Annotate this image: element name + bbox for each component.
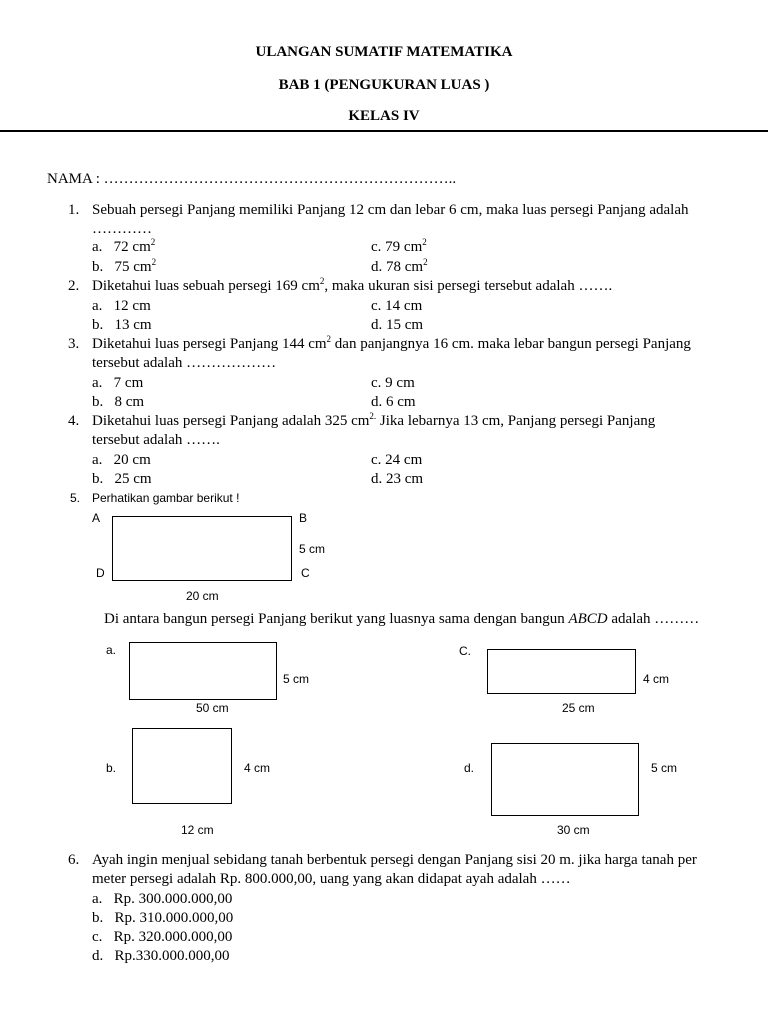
q5-option-b-side: 4 cm xyxy=(244,761,271,775)
q5-option-c-letter: C. xyxy=(459,644,471,658)
q5-option-a-letter: a. xyxy=(106,643,117,657)
q4-option-a: a. 20 cm xyxy=(92,452,151,468)
q5-option-a-bottom: 50 cm xyxy=(196,701,229,715)
document-title: ULANGAN SUMATIF MATEMATIKA xyxy=(255,44,513,60)
figure-label-c: C xyxy=(301,566,310,580)
q2-text: Diketahui luas sebuah persegi 169 $cm^2$, maka ukuran sisi persegi tersebut adalah ……. xyxy=(92,276,613,294)
q1-option-a: a. 72 $cm^2$ xyxy=(92,237,156,255)
q3-number: 3. xyxy=(68,336,80,352)
q6-number: 6. xyxy=(68,852,80,868)
q5-text: Perhatikan gambar berikut ! xyxy=(92,491,240,505)
q3-text-line2: tersebut adalah ……………… xyxy=(92,355,277,371)
name-field: NAMA : …………………………………………………………….. xyxy=(47,171,457,187)
q5-option-b-letter: b. xyxy=(106,761,117,775)
q4-number: 4. xyxy=(68,413,80,429)
q5-option-c-rectangle xyxy=(487,649,636,694)
q5-option-b-rectangle xyxy=(132,728,232,804)
q2-option-b: b. 13 cm xyxy=(92,317,152,333)
q4-option-c: c. 24 cm xyxy=(371,452,423,468)
chapter-title: BAB 1 (PENGUKURAN LUAS ) xyxy=(278,77,490,93)
q1-text-line2: ………… xyxy=(92,221,152,237)
figure-side-label: 5 cm xyxy=(299,542,326,556)
header-rule xyxy=(0,130,768,132)
q5-option-d-bottom: 30 cm xyxy=(557,823,590,837)
q3-text-line1: Diketahui luas persegi Panjang 144 $cm^2$ dan panjangnya 16 cm. maka lebar bangun persegi Panjang xyxy=(92,334,691,352)
figure-bottom-label: 20 cm xyxy=(186,589,219,603)
q2-option-c: c. 14 cm xyxy=(371,298,423,314)
q5-option-b-bottom: 12 cm xyxy=(181,823,214,837)
q5-option-d-letter: d. xyxy=(464,761,475,775)
q2-option-a: a. 12 cm xyxy=(92,298,151,314)
q3-option-c: c. 9 cm xyxy=(371,375,415,391)
q3-option-d: d. 6 cm xyxy=(371,394,416,410)
q5-question: Di antara bangun persegi Panjang berikut yang luasnya sama dengan bangun ABCD adalah ……… xyxy=(104,611,700,627)
q1-option-d: d. 78 $cm^2$ xyxy=(371,257,428,275)
q5-option-a-side: 5 cm xyxy=(283,672,310,686)
q5-option-c-bottom: 25 cm xyxy=(562,701,595,715)
figure-label-b: B xyxy=(299,511,308,525)
q4-option-d: d. 23 cm xyxy=(371,471,424,487)
q5-option-d-rectangle xyxy=(491,743,639,816)
figure-label-d: D xyxy=(96,566,105,580)
q4-text-line1: Diketahui luas persegi Panjang adalah 325 $cm^{2.}$ Jika lebarnya 13 cm, Panjang persegi Panjang xyxy=(92,411,656,429)
q5-number: 5. xyxy=(70,491,81,505)
q1-text-line1: Sebuah persegi Panjang memiliki Panjang 12 cm dan lebar 6 cm, maka luas persegi Panjang adalah xyxy=(92,202,689,218)
q6-option-d: d. Rp.330.000.000,00 xyxy=(92,948,230,964)
figure-rectangle-abcd xyxy=(112,516,292,581)
q2-option-d: d. 15 cm xyxy=(371,317,424,333)
q6-option-a: a. Rp. 300.000.000,00 xyxy=(92,891,233,907)
figure-label-a: A xyxy=(92,511,101,525)
q1-option-b: b. 75 $cm^2$ xyxy=(92,257,157,275)
q6-text-line1: Ayah ingin menjual sebidang tanah berbentuk persegi dengan Panjang sisi 20 m. jika harga tanah per xyxy=(92,852,697,868)
q6-option-c: c. Rp. 320.000.000,00 xyxy=(92,929,233,945)
q5-option-d-side: 5 cm xyxy=(651,761,678,775)
q1-number: 1. xyxy=(68,202,80,218)
q3-option-b: b. 8 cm xyxy=(92,394,145,410)
grade-title: KELAS IV xyxy=(348,108,420,124)
q5-option-c-side: 4 cm xyxy=(643,672,670,686)
q2-number: 2. xyxy=(68,278,80,294)
q4-option-b: b. 25 cm xyxy=(92,471,152,487)
q4-text-line2: tersebut adalah ……. xyxy=(92,432,220,448)
q3-option-a: a. 7 cm xyxy=(92,375,144,391)
q5-option-a-rectangle xyxy=(129,642,277,700)
q1-option-c: c. 79 $cm^2$ xyxy=(371,237,427,255)
q6-text-line2: meter persegi adalah Rp. 800.000,00, uang yang akan didapat ayah adalah …… xyxy=(92,871,571,887)
q6-option-b: b. Rp. 310.000.000,00 xyxy=(92,910,234,926)
